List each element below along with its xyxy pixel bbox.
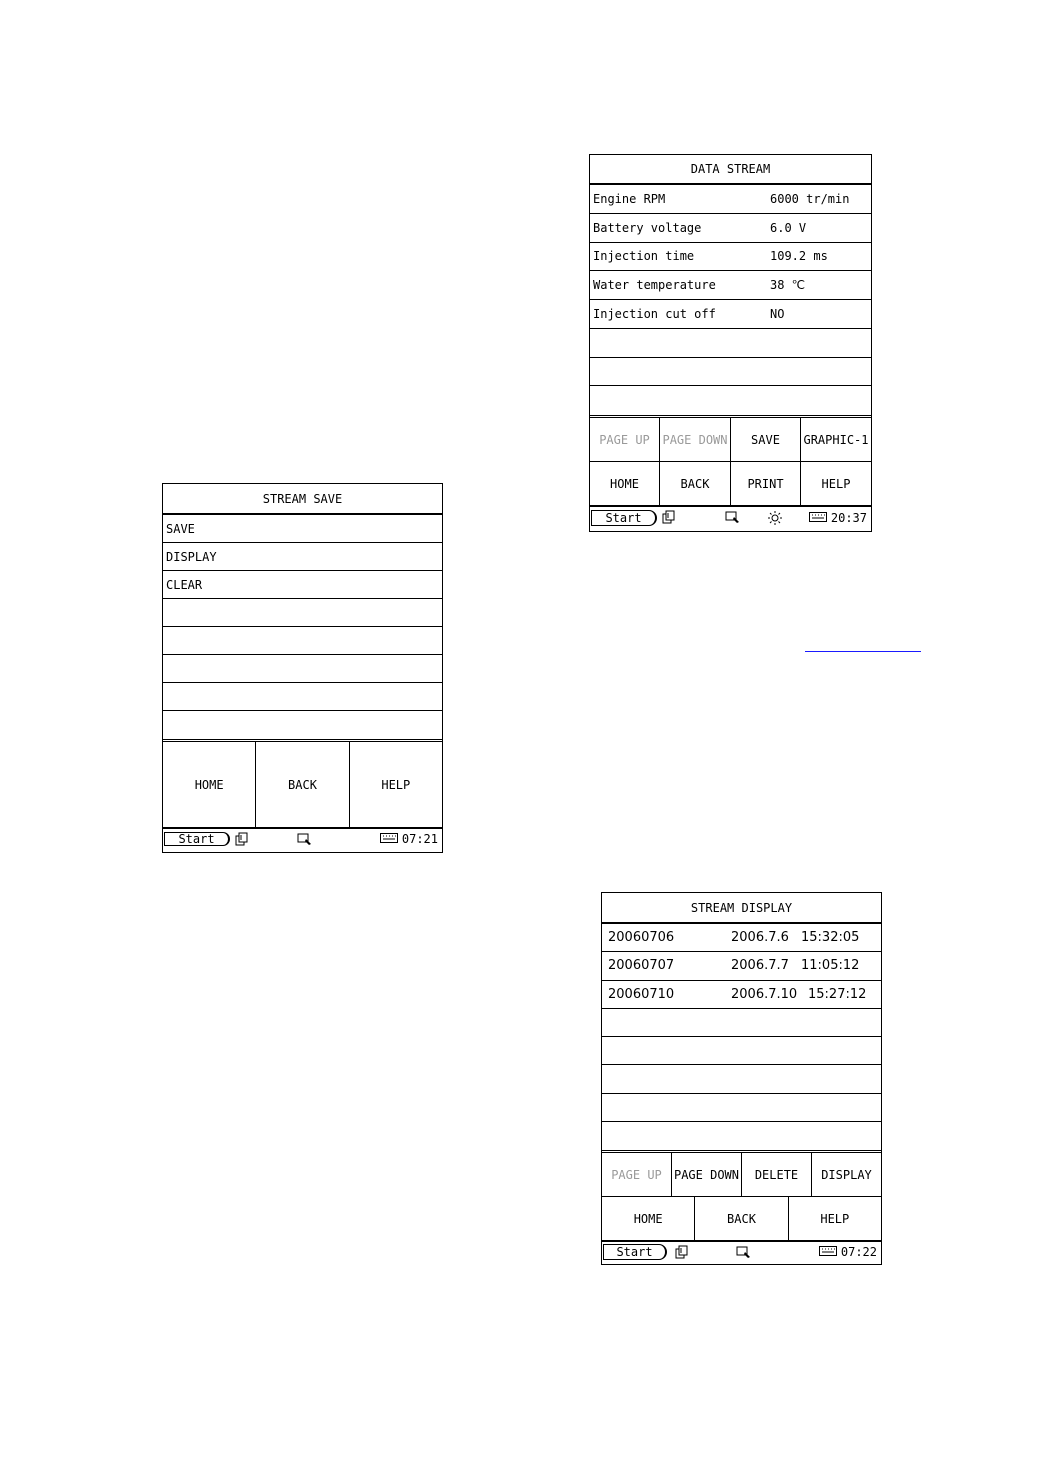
- list-item[interactable]: [602, 924, 881, 952]
- save-button[interactable]: SAVE: [731, 418, 801, 461]
- stream-save-button-bar: [163, 742, 442, 829]
- keyboard-icon[interactable]: [380, 832, 398, 846]
- taskbar-clock: [380, 832, 438, 846]
- start-button[interactable]: Start: [603, 1244, 667, 1260]
- graphic-1-button[interactable]: GRAPHIC-1: [803, 432, 869, 447]
- record-name: 20060707: [608, 958, 675, 974]
- record-time: 11:05:12: [801, 958, 860, 974]
- back-button[interactable]: BACK: [660, 462, 731, 505]
- list-item: [602, 1009, 881, 1037]
- data-stream-title-text: DATA STREAM: [690, 162, 771, 176]
- table-row: [590, 243, 871, 272]
- stream-save-screen: [162, 483, 443, 853]
- data-stream-screen: [589, 154, 872, 532]
- list-item: [602, 1037, 881, 1065]
- menu-item-clear[interactable]: [163, 571, 442, 599]
- stream-save-title: [163, 484, 442, 515]
- param-value: 38 ℃: [770, 278, 806, 293]
- help-button[interactable]: HELP: [821, 476, 851, 491]
- list-item[interactable]: [602, 952, 881, 980]
- record-time: 15:32:05: [801, 930, 860, 946]
- param-name: Battery voltage: [593, 220, 702, 235]
- record-date: 2006.7.7: [731, 958, 789, 974]
- record-name: 20060706: [608, 930, 675, 946]
- data-stream-title: [590, 155, 871, 185]
- home-button[interactable]: HOME: [602, 1197, 695, 1240]
- help-button[interactable]: HELP: [381, 777, 411, 792]
- taskbar: [163, 829, 442, 849]
- table-row: [590, 329, 871, 358]
- windows-icon[interactable]: [675, 1245, 689, 1259]
- help-button[interactable]: HELP: [820, 1211, 850, 1226]
- stream-save-menu: [163, 515, 442, 742]
- table-row: [590, 185, 871, 214]
- stream-display-list: [602, 924, 881, 1153]
- param-value: 6000 tr/min: [770, 191, 850, 206]
- start-button[interactable]: Start: [164, 832, 230, 846]
- clock-time: 07:22: [840, 1245, 877, 1259]
- menu-item-empty: [163, 599, 442, 627]
- stream-save-title-text: STREAM SAVE: [262, 491, 343, 506]
- menu-item-label: SAVE: [166, 521, 195, 536]
- data-stream-button-bar-bottom: [590, 462, 871, 507]
- list-item: [602, 1094, 881, 1122]
- menu-item-empty: [163, 655, 442, 683]
- menu-item-empty: [163, 711, 442, 739]
- stream-display-button-bar-top: [602, 1153, 881, 1197]
- table-row: [590, 214, 871, 243]
- param-name: Water temperature: [593, 278, 716, 293]
- clock-time: 07:21: [401, 832, 438, 846]
- record-time: 15:27:12: [808, 986, 867, 1002]
- record-date: 2006.7.6: [731, 930, 789, 946]
- menu-item-label: CLEAR: [166, 577, 203, 592]
- taskbar-clock: [819, 1245, 877, 1259]
- stream-display-screen: [601, 892, 882, 1265]
- delete-button[interactable]: DELETE: [742, 1153, 812, 1196]
- data-stream-table: [590, 185, 871, 418]
- menu-item-empty: [163, 627, 442, 655]
- taskbar-clock: [809, 511, 867, 525]
- stream-display-button-bar-bottom: [602, 1197, 881, 1242]
- taskbar: [590, 507, 871, 528]
- taskbar: [602, 1242, 881, 1262]
- menu-item-save[interactable]: [163, 515, 442, 543]
- hyperlink-underline[interactable]: [805, 651, 921, 652]
- param-name: Injection time: [593, 249, 695, 264]
- pen-input-icon[interactable]: [725, 510, 741, 524]
- brightness-icon[interactable]: [767, 510, 783, 526]
- list-item[interactable]: [602, 981, 881, 1009]
- pen-input-icon[interactable]: [736, 1245, 752, 1259]
- page-down-button[interactable]: PAGE DOWN: [672, 1153, 742, 1196]
- home-button[interactable]: HOME: [163, 742, 256, 827]
- page-up-button[interactable]: PAGE UP: [602, 1153, 672, 1196]
- page-down-button[interactable]: PAGE DOWN: [660, 418, 731, 461]
- back-button[interactable]: BACK: [256, 742, 349, 827]
- pen-input-icon[interactable]: [297, 832, 313, 846]
- param-name: Injection cut off: [593, 306, 716, 321]
- keyboard-icon[interactable]: [809, 511, 827, 525]
- stream-display-title-text: STREAM DISPLAY: [690, 900, 793, 915]
- param-name: Engine RPM: [593, 191, 666, 206]
- windows-icon[interactable]: [235, 832, 249, 846]
- print-button[interactable]: PRINT: [731, 462, 801, 505]
- record-date: 2006.7.10: [731, 986, 798, 1002]
- keyboard-icon[interactable]: [819, 1245, 837, 1259]
- stream-display-title: [602, 893, 881, 924]
- table-row: [590, 300, 871, 329]
- clock-time: 20:37: [830, 510, 867, 525]
- param-value: NO: [770, 306, 785, 321]
- page-up-button[interactable]: PAGE UP: [590, 418, 660, 461]
- param-value: 6.0 V: [770, 220, 807, 235]
- table-row: [590, 386, 871, 415]
- table-row: [590, 358, 871, 387]
- menu-item-empty: [163, 683, 442, 711]
- record-name: 20060710: [608, 986, 675, 1002]
- list-item: [602, 1065, 881, 1093]
- table-row: [590, 271, 871, 300]
- param-value: 109.2 ms: [770, 249, 828, 264]
- windows-icon[interactable]: [662, 510, 676, 524]
- menu-item-display[interactable]: [163, 543, 442, 571]
- data-stream-button-bar-top: [590, 418, 871, 462]
- back-button[interactable]: BACK: [695, 1197, 788, 1240]
- display-button[interactable]: DISPLAY: [821, 1167, 872, 1182]
- start-button[interactable]: Start: [591, 510, 657, 526]
- home-button[interactable]: HOME: [590, 462, 660, 505]
- list-item: [602, 1122, 881, 1150]
- menu-item-label: DISPLAY: [166, 549, 217, 564]
